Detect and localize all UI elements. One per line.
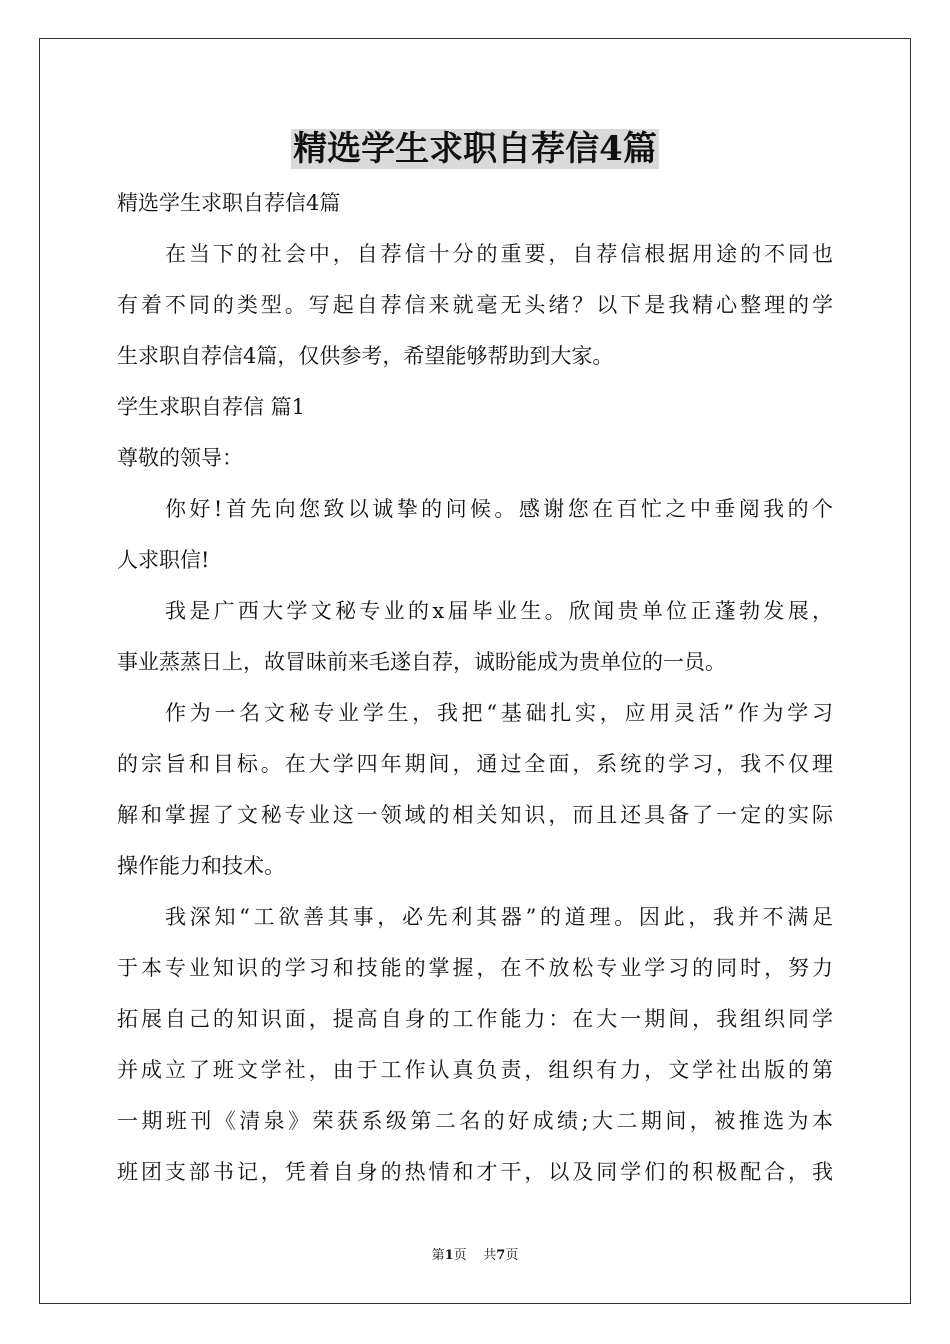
- text-line: 你好!首先向您致以诚挚的问候。感谢您在百忙之中垂阅我的个: [165, 497, 833, 521]
- document-title-text: 精选学生求职自荐信4篇: [293, 129, 657, 169]
- page-prefix: 第: [431, 1248, 445, 1263]
- page-suffix: 页: [453, 1248, 467, 1263]
- text-line: 操作能力和技术。: [117, 854, 285, 878]
- text-line: 我是广西大学文秘专业的x届毕业生。欣闻贵单位正蓬勃发展，: [165, 599, 833, 623]
- document-title: [0, 124, 950, 174]
- text-line: 的宗旨和目标。在大学四年期间，通过全面，系统的学习，我不仅理: [117, 752, 833, 776]
- total-suffix: 页: [505, 1248, 519, 1263]
- page-footer: [0, 1247, 950, 1265]
- text-line: 作为一名文秘专业学生，我把“基础扎实，应用灵活”作为学习: [165, 701, 833, 725]
- text-line: 拓展自己的知识面，提高自身的工作能力：在大一期间，我组织同学: [117, 1007, 833, 1031]
- total-page-count: 7: [496, 1248, 506, 1263]
- text-line: 于本专业知识的学习和技能的掌握，在不放松专业学习的同时，努力: [117, 956, 833, 980]
- text-line: 生求职自荐信4篇，仅供参考，希望能够帮助到大家。: [117, 344, 614, 368]
- text-line: 精选学生求职自荐信4篇: [117, 191, 341, 215]
- text-line: 一期班刊《清泉》荣获系级第二名的好成绩;大二期间，被推选为本: [117, 1109, 833, 1133]
- text-line: 我深知“工欲善其事，必先利其器”的道理。因此，我并不满足: [165, 905, 833, 929]
- text-line: 有着不同的类型。写起自荐信来就毫无头绪？以下是我精心整理的学: [117, 293, 833, 317]
- total-prefix: 共: [483, 1248, 497, 1263]
- text-line: 并成立了班文学社，由于工作认真负责，组织有力，文学社出版的第: [117, 1058, 833, 1082]
- text-line: 学生求职自荐信 篇1: [117, 395, 306, 419]
- text-line: 尊敬的领导：: [117, 446, 243, 470]
- text-line: 解和掌握了文秘专业这一领域的相关知识，而且还具备了一定的实际: [117, 803, 833, 827]
- current-page-number: 1: [444, 1248, 454, 1263]
- document-body: [117, 178, 833, 1198]
- text-line: 人求职信!: [117, 548, 210, 572]
- text-line: 事业蒸蒸日上，故冒昧前来毛遂自荐，诚盼能成为贵单位的一员。: [117, 650, 726, 674]
- text-line: 在当下的社会中，自荐信十分的重要，自荐信根据用途的不同也: [165, 242, 833, 266]
- text-line: 班团支部书记，凭着自身的热情和才干，以及同学们的积极配合，我: [117, 1160, 833, 1184]
